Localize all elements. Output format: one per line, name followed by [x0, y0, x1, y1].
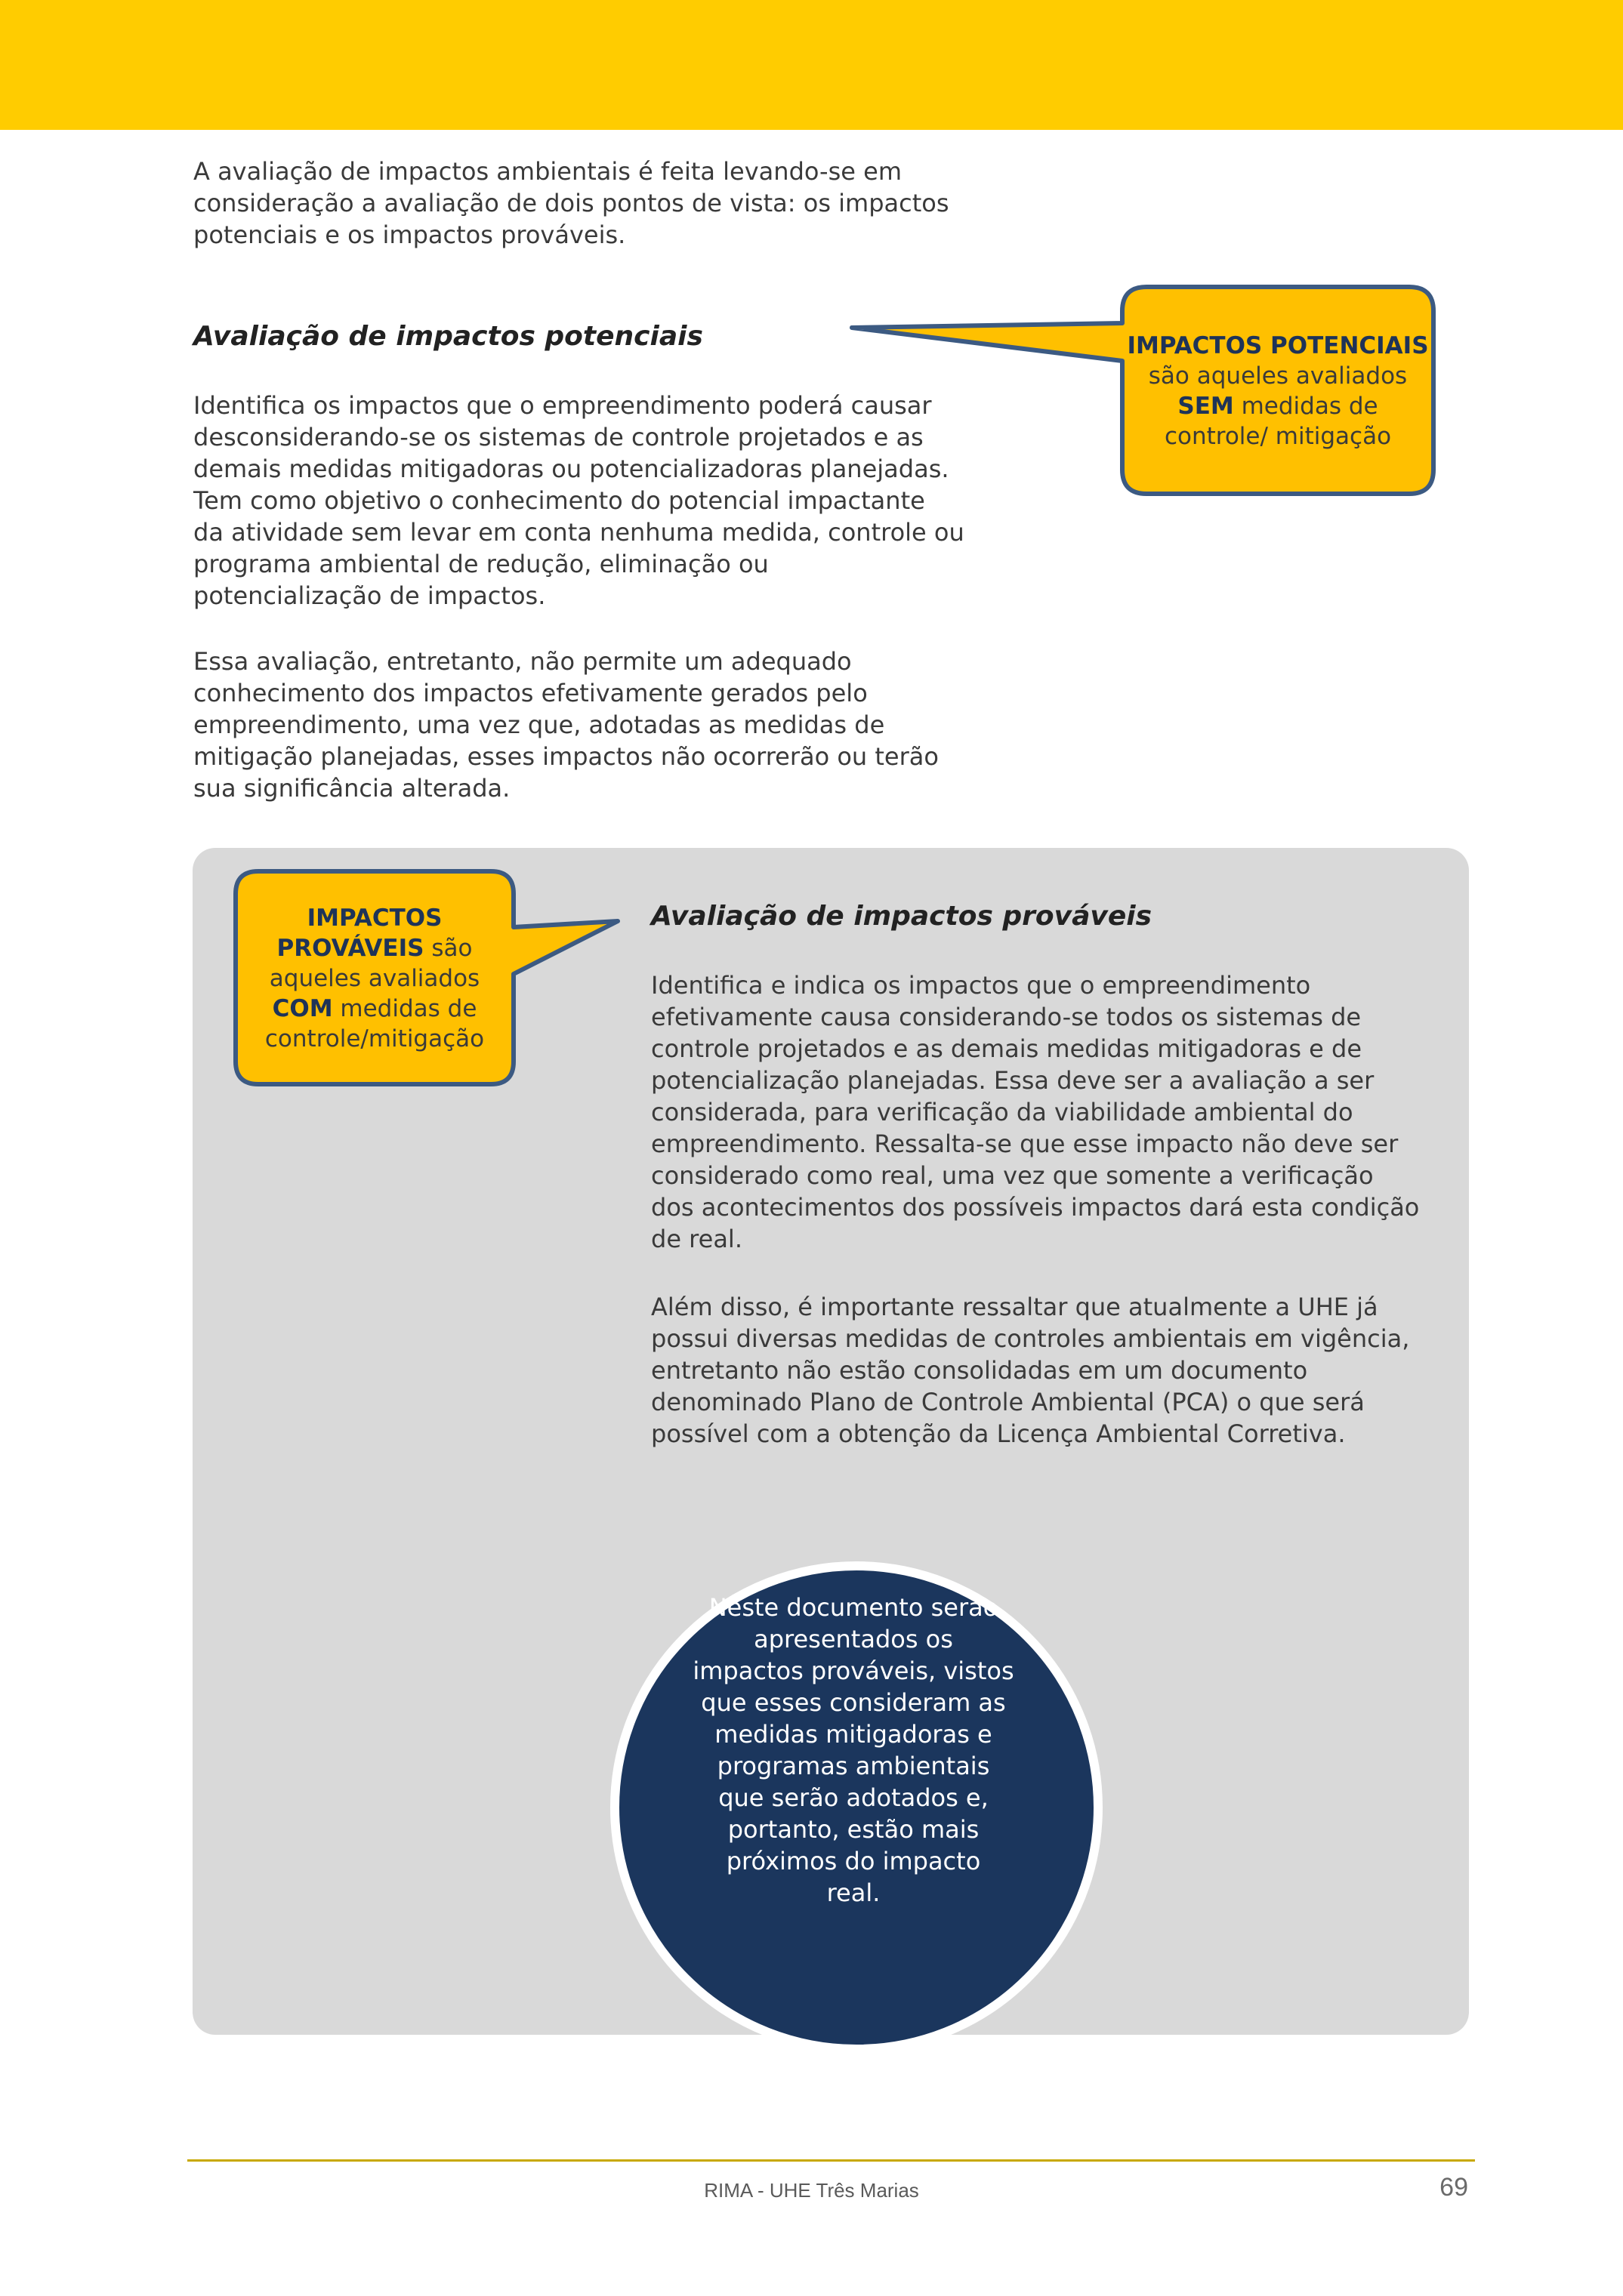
callout-potenciais-text: IMPACTOS POTENCIAIS são aqueles avaliados SEM medidas de controle/ mitigação — [1127, 332, 1429, 450]
footer-title: RIMA - UHE Três Marias — [704, 2179, 919, 2202]
page-number: 69 — [1439, 2173, 1468, 2202]
provaveis-paragraph-2: Além disso, é importante ressaltar que atualmente a UHE já possui diversas medidas de controles ambientais em vigência, entretanto não estão consolidadas em um documento denominado Plano de Controle Ambiental (PCA) o que será possível com a obtenção da Licença Ambiental Corretiva. — [651, 1293, 1410, 1448]
callout-provaveis-text: IMPACTOS PROVÁVEIS são aqueles avaliados COM medidas de controle/mitigação — [264, 905, 485, 1052]
footer-divider — [187, 2159, 1475, 2162]
section-heading-potenciais: Avaliação de impactos potenciais — [193, 321, 703, 352]
section-heading-provaveis: Avaliação de impactos prováveis — [651, 901, 1152, 932]
potenciais-paragraph-1: Identifica os impactos que o empreendimento poderá causar desconsiderando-se os sistemas de controle projetados e as demais medidas mitigadoras ou potencializadoras planejadas. Tem como objetivo o conhecimento do potencial impactante da atividade sem levar em conta nenhuma medida, controle ou programa ambiental de redução, eliminação ou potencialização de impactos. — [193, 391, 964, 610]
provaveis-paragraph-1: Identifica e indica os impactos que o empreendimento efetivamente causa considerando-se todos os sistemas de controle projetados e as demais medidas mitigadoras e de potencialização planejadas. Essa deve ser a avaliação a ser considerada, para verificação da viabilidade ambiental do empreendimento. Ressalta-se que esse impacto não deve ser considerado como real, uma vez que somente a verificação dos acontecimentos dos possíveis impactos dará esta condição de real. — [651, 971, 1420, 1253]
summary-circle-text: Neste documento serão apresentados os impactos prováveis, vistos que esses consideram as medidas mitigadoras e programas ambientais que serão adotados e, portanto, estão mais próximos do impacto real. — [693, 1593, 1014, 1907]
potenciais-paragraph-2: Essa avaliação, entretanto, não permite um adequado conhecimento dos impactos efetivamente gerados pelo empreendimento, uma vez que, adotadas as medidas de mitigação planejadas, esses impactos não ocorrerão ou terão sua significância alterada. — [193, 647, 939, 803]
intro-paragraph: A avaliação de impactos ambientais é feita levando-se em consideração a avaliação de dois pontos de vista: os impactos potenciais e os impactos prováveis. — [193, 157, 949, 249]
